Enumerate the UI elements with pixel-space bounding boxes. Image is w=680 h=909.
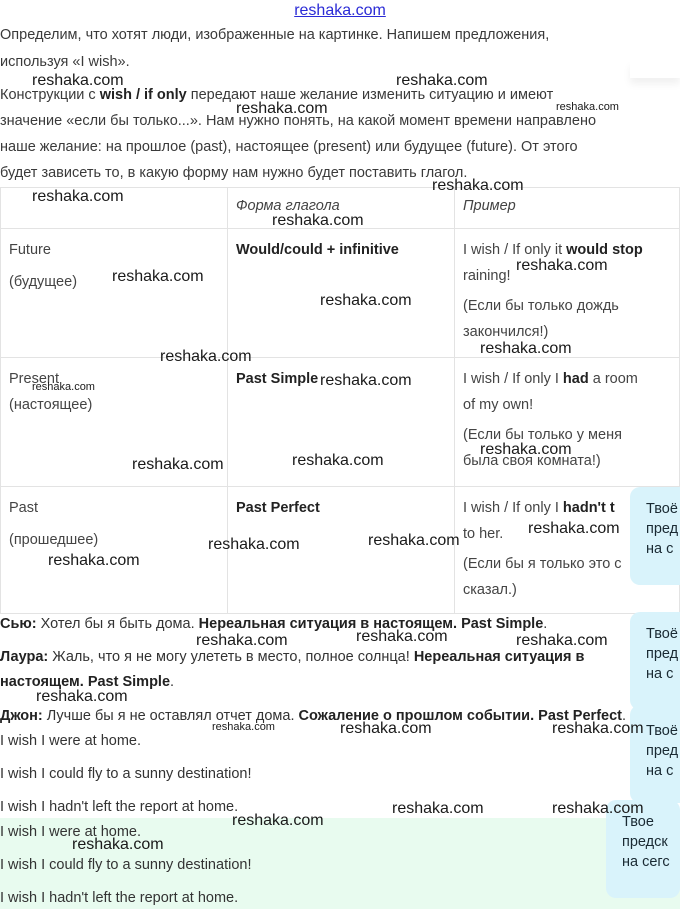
watermark: reshaka.com xyxy=(160,348,252,365)
watermark: reshaka.com xyxy=(396,72,488,89)
watermark: reshaka.com xyxy=(516,257,608,274)
watermark: reshaka.com xyxy=(132,456,224,473)
watermark: reshaka.com xyxy=(36,688,128,705)
answer-john: Джон: Лучше бы я не оставлял отчет дома. Сожаление о прошлом событии. Past Perfect. xyxy=(0,708,627,724)
watermark: reshaka.com xyxy=(32,381,95,393)
watermark: reshaka.com xyxy=(196,632,288,649)
example-cell: I wish / If only it would stop raining! (Если бы только дождь закончился!) xyxy=(455,229,680,358)
verb-form: Past Simple xyxy=(236,371,319,387)
time-cell xyxy=(1,229,228,358)
time-ru: (прошедшее) xyxy=(9,532,99,548)
answer-sue: Сью: Хотел бы я быть дома. Нереальная ситуация в настоящем. Past Simple. xyxy=(0,616,548,632)
watermark: reshaka.com xyxy=(516,632,608,649)
watermark: reshaka.com xyxy=(48,552,140,569)
watermark: reshaka.com xyxy=(32,188,124,205)
watermark: reshaka.com xyxy=(112,268,204,285)
watermark: reshaka.com xyxy=(72,836,164,853)
header-cell-form: Форма глагола xyxy=(228,188,455,229)
example-cell: I wish / If only I had a room of my own! (Если бы только у меня была своя комната!) xyxy=(455,358,680,487)
sentence-repeat-3: I wish I hadn't left the report at home. xyxy=(0,890,239,906)
intro-line-1: Определим, что хотят люди, изображенные на картинке. Напишем предложения, xyxy=(0,27,550,43)
verb-form: Would/could + infinitive xyxy=(236,242,399,258)
watermark: reshaka.com xyxy=(320,292,412,309)
verb-form: Past Perfect xyxy=(236,500,320,516)
sentence-1: I wish I were at home. xyxy=(0,733,142,749)
intro-line-6: будет зависеть то, в какую форму нам нужно будет поставить глагол. xyxy=(0,165,468,181)
sentence-3: I wish I hadn't left the report at home. xyxy=(0,799,239,815)
watermark: reshaka.com xyxy=(32,72,124,89)
watermark: reshaka.com xyxy=(212,721,275,733)
watermark: reshaka.com xyxy=(528,520,620,537)
watermark: reshaka.com xyxy=(552,800,644,817)
watermark: reshaka.com xyxy=(480,441,572,458)
chat-bubble[interactable]: Твое предск на сегс xyxy=(606,800,680,898)
watermark: reshaka.com xyxy=(556,101,619,113)
intro-line-4: значение «если бы только...». Нам нужно понять, на какой момент времени направлено xyxy=(0,113,597,129)
answer-laura: Лаура: Жаль, что я не могу улететь в место, полное солнца! Нереальная ситуация в xyxy=(0,649,585,665)
example-cell: I wish / If only I hadn't t to her. (Если бы я только это с сказал.) xyxy=(455,487,680,614)
table-row xyxy=(1,487,680,614)
watermark: reshaka.com xyxy=(432,177,524,194)
grammar-table xyxy=(0,187,680,614)
watermark: reshaka.com xyxy=(320,372,412,389)
chat-bubble[interactable]: Твоё пред на с xyxy=(630,487,680,585)
time-ru: (настоящее) xyxy=(9,397,93,413)
chat-bubble[interactable]: Твоё пред на с xyxy=(630,705,680,803)
sentence-repeat-2: I wish I could fly to a sunny destination! xyxy=(0,857,252,873)
watermark: reshaka.com xyxy=(392,800,484,817)
time-en: Future xyxy=(9,242,51,258)
intro-line-2: используя «I wish». xyxy=(0,54,130,70)
watermark: reshaka.com xyxy=(480,340,572,357)
watermark: reshaka.com xyxy=(552,720,644,737)
watermark: reshaka.com xyxy=(236,100,328,117)
watermark: reshaka.com xyxy=(340,720,432,737)
watermark: reshaka.com xyxy=(272,212,364,229)
time-cell xyxy=(1,487,228,614)
watermark: reshaka.com xyxy=(292,452,384,469)
top-shadow xyxy=(630,60,680,78)
time-ru: (будущее) xyxy=(9,274,78,290)
watermark: reshaka.com xyxy=(232,812,324,829)
sentence-repeat-1: I wish I were at home. xyxy=(0,824,142,840)
answer-laura-cont: настоящем. Past Simple. xyxy=(0,674,175,690)
sentence-2: I wish I could fly to a sunny destination! xyxy=(0,766,252,782)
intro-line-3: Конструкции с wish / if only передают наше желание изменить ситуацию и имеют xyxy=(0,87,554,103)
intro-line-5: наше желание: на прошлое (past), настоящее (present) или будущее (future). От этого xyxy=(0,139,578,155)
watermark: reshaka.com xyxy=(208,536,300,553)
chat-bubble[interactable]: Твоё пред на с xyxy=(630,612,680,710)
time-en: Past xyxy=(9,500,39,516)
watermark: reshaka.com xyxy=(356,628,448,645)
watermark: reshaka.com xyxy=(368,532,460,549)
time-en: Present xyxy=(9,371,59,387)
site-link[interactable]: reshaka.com xyxy=(294,2,386,19)
header-cell-example: Пример xyxy=(455,188,680,229)
